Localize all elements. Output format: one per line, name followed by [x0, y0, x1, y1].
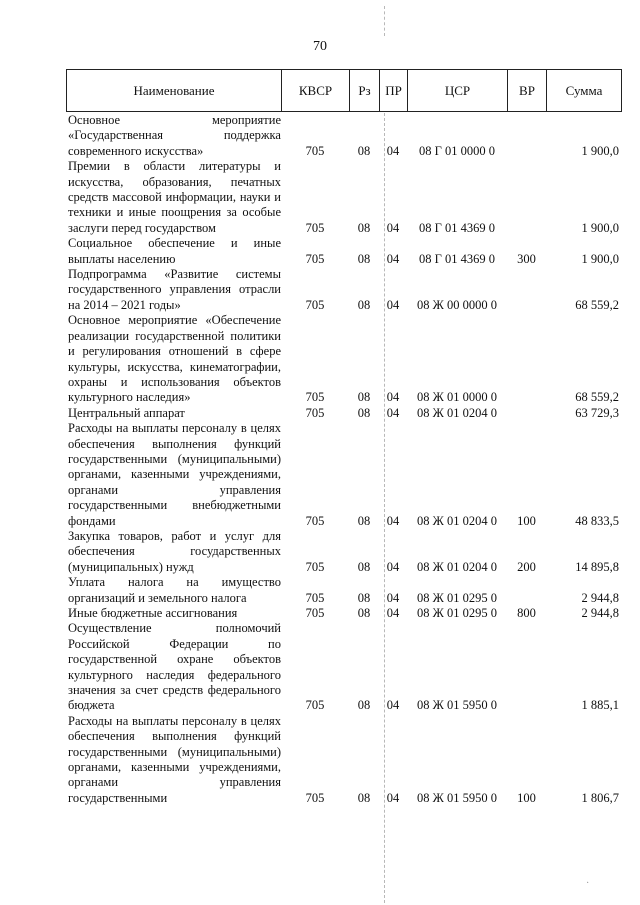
cell-rz: 08	[357, 405, 371, 420]
header-csr: ЦСР	[408, 70, 508, 112]
cell-rz: 08	[357, 513, 371, 528]
cell-csr: 08 Г 01 4369 0	[419, 251, 495, 266]
table-row	[66, 529, 621, 575]
cell-rz: 08	[357, 220, 371, 235]
cell-name: Подпрограмма «Развитие системы государственного управления отрасли на 2014 – 2021 годы»	[68, 267, 281, 312]
table-row	[66, 236, 621, 267]
cell-sum: 2 944,8	[581, 590, 619, 605]
cell-kvsr: 705	[305, 513, 325, 528]
page-number: 70	[313, 39, 327, 54]
cell-vr: 100	[517, 513, 536, 528]
table-body	[66, 113, 621, 806]
header-name: Наименование	[67, 70, 282, 112]
table-row	[66, 421, 621, 529]
cell-vr: 200	[517, 559, 536, 574]
cell-sum: 1 806,7	[581, 790, 619, 805]
cell-name: Иные бюджетные ассигнования	[68, 606, 238, 620]
cell-sum: 14 895,8	[575, 559, 619, 574]
cell-csr: 08 Ж 01 0204 0	[417, 513, 497, 528]
cell-name: Премии в области литературы и искусства, образования, печатных средств массовой информации, науки и техники и иные поощрения за особые заслуги перед государством	[68, 159, 281, 235]
cell-kvsr: 705	[305, 590, 325, 605]
table-row	[66, 406, 621, 421]
cell-csr: 08 Ж 01 0000 0	[417, 390, 497, 405]
cell-csr: 08 Ж 01 0295 0	[417, 590, 497, 605]
cell-name: Осуществление полномочий Российской Федерации по государственной охране объектов культурного наследия федерального значения за счет средств федерального бюджета	[68, 621, 281, 713]
cell-sum: 1 900,0	[581, 143, 619, 158]
cell-vr: 100	[517, 790, 536, 805]
table-row	[66, 267, 621, 313]
cell-kvsr: 705	[305, 606, 325, 620]
table-row	[66, 159, 621, 236]
cell-kvsr: 705	[305, 559, 325, 574]
cell-pr: 04	[386, 559, 400, 574]
cell-name: Закупка товаров, работ и услуг для обеспечения государственных (муниципальных) нужд	[68, 528, 281, 574]
table-row	[66, 606, 621, 621]
header-sum: Сумма	[547, 70, 622, 112]
cell-sum: 63 729,3	[575, 405, 619, 420]
cell-rz: 08	[357, 251, 371, 266]
cell-rz: 08	[357, 606, 371, 620]
cell-kvsr: 705	[305, 790, 325, 805]
table-row	[66, 714, 621, 806]
cell-kvsr: 705	[305, 698, 325, 713]
cell-kvsr: 705	[305, 390, 325, 405]
cell-name: Основное мероприятие «Государственная поддержка современного искусства»	[68, 113, 281, 158]
cell-rz: 08	[357, 790, 371, 805]
table-row	[66, 113, 621, 159]
cell-csr: 08 Ж 01 0204 0	[417, 405, 497, 420]
cell-pr: 04	[386, 405, 400, 420]
cell-name: Расходы на выплаты персоналу в целях обеспечения выполнения функций государственными (муниципальными) органами, казенными учреждениями, органами управления государственными	[68, 713, 281, 805]
cell-rz: 08	[357, 590, 371, 605]
cell-rz: 08	[357, 390, 371, 405]
cell-pr: 04	[386, 790, 400, 805]
cell-name: Расходы на выплаты персоналу в целях обеспечения выполнения функций государственными (муниципальными) органами, казенными учреждениями, органами управления государственными внебюджетными фондами	[68, 421, 281, 528]
fold-line-top	[384, 6, 385, 36]
cell-csr: 08 Ж 01 0295 0	[417, 606, 497, 620]
cell-pr: 04	[386, 297, 400, 312]
cell-rz: 08	[357, 143, 371, 158]
cell-rz: 08	[357, 559, 371, 574]
cell-name: Центральный аппарат	[68, 405, 185, 420]
table-row	[66, 313, 621, 405]
header-rz: Рз	[350, 70, 380, 112]
scan-mark: ·	[586, 878, 590, 889]
cell-pr: 04	[386, 251, 400, 266]
header-vr: ВР	[508, 70, 547, 112]
table-row	[66, 621, 621, 713]
table-header	[66, 69, 622, 112]
cell-name: Уплата налога на имущество организаций и земельного налога	[68, 575, 281, 605]
cell-pr: 04	[386, 606, 400, 620]
cell-sum: 68 559,2	[575, 390, 619, 405]
cell-sum: 48 833,5	[575, 513, 619, 528]
cell-pr: 04	[386, 143, 400, 158]
cell-pr: 04	[386, 513, 400, 528]
cell-pr: 04	[386, 698, 400, 713]
cell-kvsr: 705	[305, 405, 325, 420]
cell-pr: 04	[386, 220, 400, 235]
cell-rz: 08	[357, 297, 371, 312]
cell-vr: 300	[517, 251, 536, 266]
cell-name: Основное мероприятие «Обеспечение реализации государственной политики и регулирования отношений в сфере культуры, искусства, кинематографии, охраны и использования объектов культурного наследия»	[68, 313, 281, 405]
cell-name: Социальное обеспечение и иные выплаты населению	[68, 236, 281, 266]
cell-rz: 08	[357, 698, 371, 713]
cell-sum: 2 944,8	[581, 606, 619, 620]
header-pr: ПР	[380, 70, 408, 112]
cell-sum: 1 885,1	[581, 698, 619, 713]
cell-kvsr: 705	[305, 251, 325, 266]
cell-kvsr: 705	[305, 220, 325, 235]
cell-kvsr: 705	[305, 143, 325, 158]
cell-csr: 08 Ж 01 5950 0	[417, 790, 497, 805]
cell-kvsr: 705	[305, 297, 325, 312]
cell-pr: 04	[386, 590, 400, 605]
cell-csr: 08 Ж 01 0204 0	[417, 559, 497, 574]
cell-csr: 08 Г 01 4369 0	[419, 220, 495, 235]
cell-vr: 800	[517, 606, 536, 620]
cell-csr: 08 Ж 00 0000 0	[417, 297, 497, 312]
cell-sum: 1 900,0	[581, 220, 619, 235]
cell-sum: 68 559,2	[575, 297, 619, 312]
cell-sum: 1 900,0	[581, 251, 619, 266]
table-row	[66, 575, 621, 606]
cell-csr: 08 Г 01 0000 0	[419, 143, 495, 158]
cell-csr: 08 Ж 01 5950 0	[417, 698, 497, 713]
cell-pr: 04	[386, 390, 400, 405]
header-kvsr: КВСР	[282, 70, 350, 112]
